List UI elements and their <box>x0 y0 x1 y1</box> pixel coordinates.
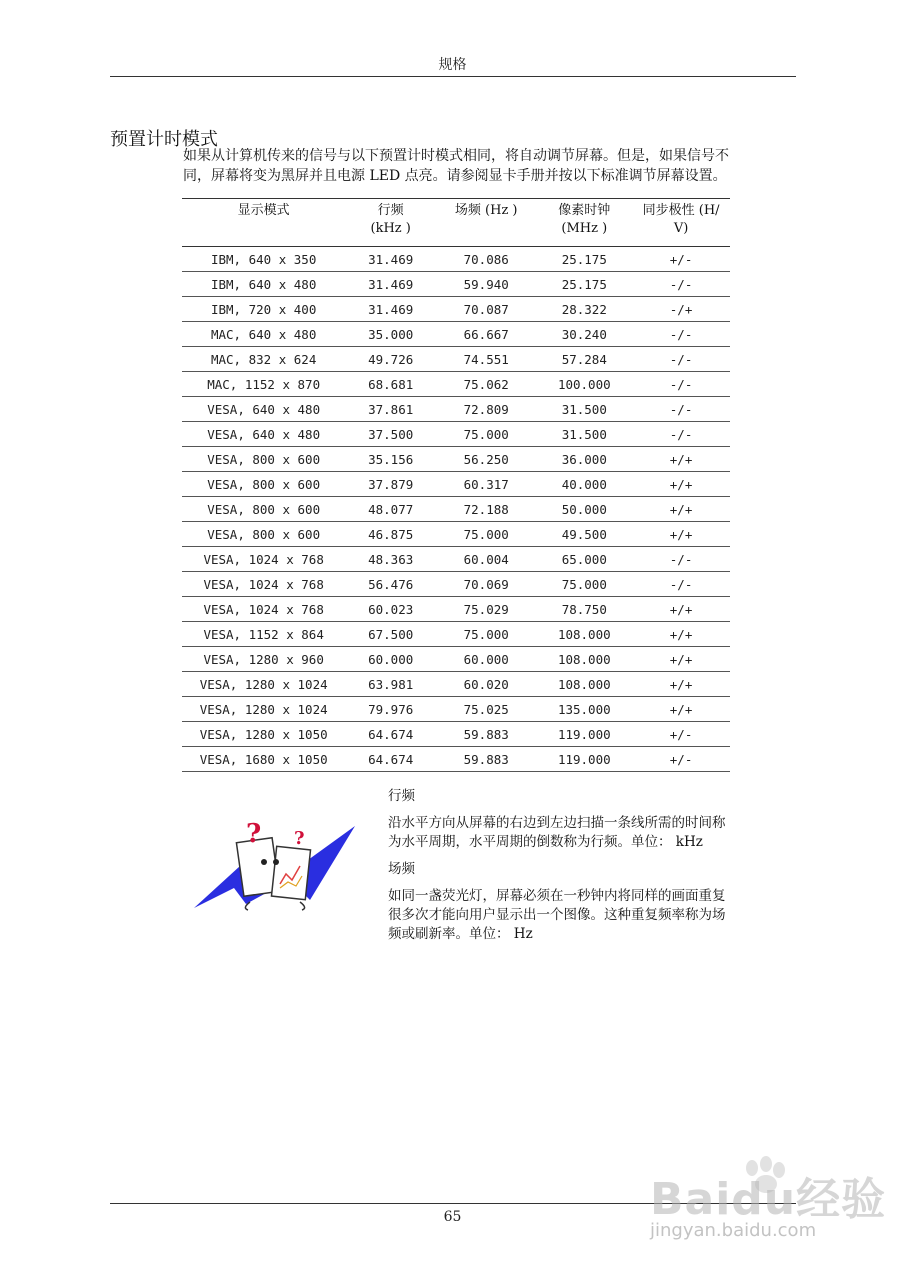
cell-pixel-clock: 100.000 <box>536 372 632 397</box>
table-row <box>182 697 730 722</box>
cell-pixel-clock: 108.000 <box>536 622 632 647</box>
cell-display-mode: VESA, 1024 x 768 <box>182 572 345 597</box>
cell-pixel-clock: 108.000 <box>536 672 632 697</box>
cell-pixel-clock: 28.322 <box>536 297 632 322</box>
cell-display-mode: VESA, 640 x 480 <box>182 397 345 422</box>
cell-horizontal-frequency: 60.023 <box>345 597 436 622</box>
intro-line-1: 如果从计算机传来的信号与以下预置计时模式相同，将自动调节屏幕。但是，如果信号不 <box>183 148 729 164</box>
watermark-brand: Baidu经验 <box>650 1174 887 1225</box>
cell-display-mode: VESA, 1280 x 1024 <box>182 697 345 722</box>
table-row <box>182 397 730 422</box>
table-row <box>182 247 730 272</box>
cell-display-mode: MAC, 832 x 624 <box>182 347 345 372</box>
table-row <box>182 647 730 672</box>
cell-sync-polarity: -/- <box>632 372 730 397</box>
monitor-help-illustration <box>190 818 360 913</box>
cell-vertical-frequency: 56.250 <box>436 447 536 472</box>
header-sync-polarity <box>632 199 730 247</box>
svg-text:?: ? <box>246 819 262 849</box>
header-vertical-frequency: 场频 (Hz ) <box>436 199 536 247</box>
cell-display-mode: IBM, 640 x 350 <box>182 247 345 272</box>
page-header-title: 规格 <box>438 57 467 73</box>
cell-sync-polarity: +/+ <box>632 472 730 497</box>
cell-vertical-frequency: 72.188 <box>436 497 536 522</box>
cell-sync-polarity: +/+ <box>632 497 730 522</box>
cell-display-mode: VESA, 1680 x 1050 <box>182 747 345 772</box>
cell-horizontal-frequency: 67.500 <box>345 622 436 647</box>
glossary-term-vfreq: 场频 <box>388 861 415 877</box>
cell-vertical-frequency: 60.317 <box>436 472 536 497</box>
cell-horizontal-frequency: 56.476 <box>345 572 436 597</box>
cell-display-mode: VESA, 1152 x 864 <box>182 622 345 647</box>
cell-display-mode: MAC, 1152 x 870 <box>182 372 345 397</box>
cell-horizontal-frequency: 35.000 <box>345 322 436 347</box>
table-row <box>182 522 730 547</box>
glossary-def-vfreq: 如同一盏荧光灯，屏幕必须在一秒钟内将同样的画面重复很多次才能向用户显示出一个图像。这种重复频率称为场频或刷新率。单位： Hz <box>388 888 726 942</box>
table-row <box>182 622 730 647</box>
glossary-term-hfreq: 行频 <box>388 788 415 804</box>
cell-sync-polarity: +/- <box>632 747 730 772</box>
watermark-url: jingyan.baidu.com <box>650 1220 817 1241</box>
cell-pixel-clock: 30.240 <box>536 322 632 347</box>
header-sync-line1: 同步极性 (H/ <box>642 203 720 218</box>
table-row <box>182 722 730 747</box>
table-row <box>182 347 730 372</box>
cell-vertical-frequency: 75.025 <box>436 697 536 722</box>
header-pclk-line1: 像素时钟 <box>558 203 611 218</box>
cell-horizontal-frequency: 31.469 <box>345 272 436 297</box>
header-hfreq-line1: 行频 <box>377 203 404 218</box>
cell-vertical-frequency: 60.000 <box>436 647 536 672</box>
cell-pixel-clock: 36.000 <box>536 447 632 472</box>
cell-pixel-clock: 25.175 <box>536 272 632 297</box>
header-pclk-line2: (MHz ) <box>561 221 608 236</box>
table-row <box>182 272 730 297</box>
intro-paragraph <box>183 146 758 186</box>
header-hfreq-line2: (kHz ) <box>370 221 411 236</box>
cell-pixel-clock: 31.500 <box>536 422 632 447</box>
cell-horizontal-frequency: 37.861 <box>345 397 436 422</box>
cell-vertical-frequency: 75.000 <box>436 422 536 447</box>
cell-vertical-frequency: 59.883 <box>436 747 536 772</box>
table-row <box>182 372 730 397</box>
cell-pixel-clock: 119.000 <box>536 722 632 747</box>
cell-horizontal-frequency: 48.363 <box>345 547 436 572</box>
cell-display-mode: VESA, 1280 x 960 <box>182 647 345 672</box>
cell-vertical-frequency: 75.000 <box>436 622 536 647</box>
cell-horizontal-frequency: 37.500 <box>345 422 436 447</box>
table-row <box>182 547 730 572</box>
cell-pixel-clock: 40.000 <box>536 472 632 497</box>
cell-vertical-frequency: 66.667 <box>436 322 536 347</box>
cell-vertical-frequency: 59.883 <box>436 722 536 747</box>
cell-horizontal-frequency: 63.981 <box>345 672 436 697</box>
cell-display-mode: VESA, 800 x 600 <box>182 522 345 547</box>
cell-display-mode: VESA, 1024 x 768 <box>182 597 345 622</box>
cell-pixel-clock: 78.750 <box>536 597 632 622</box>
cell-horizontal-frequency: 64.674 <box>345 747 436 772</box>
header-sync-line2: V) <box>673 221 689 236</box>
cell-vertical-frequency: 60.020 <box>436 672 536 697</box>
cell-vertical-frequency: 75.062 <box>436 372 536 397</box>
header-horizontal-frequency <box>345 199 436 247</box>
cell-sync-polarity: -/- <box>632 422 730 447</box>
cell-display-mode: IBM, 640 x 480 <box>182 272 345 297</box>
cell-sync-polarity: +/+ <box>632 672 730 697</box>
cell-sync-polarity: +/- <box>632 722 730 747</box>
cell-sync-polarity: +/- <box>632 247 730 272</box>
cell-vertical-frequency: 74.551 <box>436 347 536 372</box>
cell-vertical-frequency: 70.069 <box>436 572 536 597</box>
cell-sync-polarity: +/+ <box>632 622 730 647</box>
table-row <box>182 572 730 597</box>
cell-display-mode: VESA, 1280 x 1024 <box>182 672 345 697</box>
svg-text:?: ? <box>294 828 305 849</box>
cell-horizontal-frequency: 68.681 <box>345 372 436 397</box>
header-pixel-clock <box>536 199 632 247</box>
table-row <box>182 672 730 697</box>
table-row <box>182 422 730 447</box>
cell-sync-polarity: -/- <box>632 397 730 422</box>
cell-vertical-frequency: 72.809 <box>436 397 536 422</box>
page-number: 65 <box>443 1209 462 1225</box>
cell-sync-polarity: +/+ <box>632 447 730 472</box>
cell-sync-polarity: +/+ <box>632 647 730 672</box>
cell-pixel-clock: 57.284 <box>536 347 632 372</box>
table-row <box>182 747 730 772</box>
table-row <box>182 297 730 322</box>
cell-sync-polarity: +/+ <box>632 597 730 622</box>
cell-display-mode: VESA, 800 x 600 <box>182 472 345 497</box>
glossary <box>388 787 728 952</box>
glossary-def-hfreq: 沿水平方向从屏幕的右边到左边扫描一条线所需的时间称为水平周期，水平周期的倒数称为行频。单位： kHz <box>388 815 726 850</box>
cell-pixel-clock: 50.000 <box>536 497 632 522</box>
table-header-row <box>182 199 730 247</box>
cell-horizontal-frequency: 64.674 <box>345 722 436 747</box>
table-body <box>182 247 730 772</box>
cell-sync-polarity: -/- <box>632 347 730 372</box>
header-divider <box>110 76 796 77</box>
cell-sync-polarity: +/+ <box>632 522 730 547</box>
cell-sync-polarity: -/- <box>632 322 730 347</box>
cell-horizontal-frequency: 48.077 <box>345 497 436 522</box>
cell-sync-polarity: -/+ <box>632 297 730 322</box>
cell-horizontal-frequency: 60.000 <box>345 647 436 672</box>
table-row <box>182 472 730 497</box>
intro-line-2: 同，屏幕将变为黑屏并且电源 LED 点亮。请参阅显卡手册并按以下标准调节屏幕设置。 <box>183 168 727 184</box>
cell-vertical-frequency: 59.940 <box>436 272 536 297</box>
cell-display-mode: VESA, 1024 x 768 <box>182 547 345 572</box>
cell-pixel-clock: 108.000 <box>536 647 632 672</box>
cell-display-mode: VESA, 1280 x 1050 <box>182 722 345 747</box>
cell-vertical-frequency: 70.086 <box>436 247 536 272</box>
cell-pixel-clock: 31.500 <box>536 397 632 422</box>
table-row <box>182 447 730 472</box>
table-row <box>182 322 730 347</box>
cell-sync-polarity: -/- <box>632 547 730 572</box>
table-row <box>182 497 730 522</box>
cell-vertical-frequency: 60.004 <box>436 547 536 572</box>
cell-pixel-clock: 25.175 <box>536 247 632 272</box>
cell-pixel-clock: 75.000 <box>536 572 632 597</box>
cell-horizontal-frequency: 79.976 <box>345 697 436 722</box>
section-title: 预置计时模式 <box>110 128 218 150</box>
cell-display-mode: IBM, 720 x 400 <box>182 297 345 322</box>
cell-pixel-clock: 119.000 <box>536 747 632 772</box>
cell-horizontal-frequency: 35.156 <box>345 447 436 472</box>
cell-vertical-frequency: 70.087 <box>436 297 536 322</box>
cell-display-mode: VESA, 800 x 600 <box>182 447 345 472</box>
cell-horizontal-frequency: 31.469 <box>345 297 436 322</box>
cell-display-mode: VESA, 800 x 600 <box>182 497 345 522</box>
cell-pixel-clock: 65.000 <box>536 547 632 572</box>
cell-sync-polarity: +/+ <box>632 697 730 722</box>
cell-pixel-clock: 135.000 <box>536 697 632 722</box>
cell-horizontal-frequency: 31.469 <box>345 247 436 272</box>
cell-vertical-frequency: 75.000 <box>436 522 536 547</box>
cell-horizontal-frequency: 49.726 <box>345 347 436 372</box>
header-display-mode: 显示模式 <box>182 199 345 247</box>
table-row <box>182 597 730 622</box>
cell-vertical-frequency: 75.029 <box>436 597 536 622</box>
cell-horizontal-frequency: 37.879 <box>345 472 436 497</box>
preset-timing-table <box>182 198 730 772</box>
cell-display-mode: MAC, 640 x 480 <box>182 322 345 347</box>
cell-sync-polarity: -/- <box>632 272 730 297</box>
cell-display-mode: VESA, 640 x 480 <box>182 422 345 447</box>
cell-pixel-clock: 49.500 <box>536 522 632 547</box>
cell-horizontal-frequency: 46.875 <box>345 522 436 547</box>
cell-sync-polarity: -/- <box>632 572 730 597</box>
